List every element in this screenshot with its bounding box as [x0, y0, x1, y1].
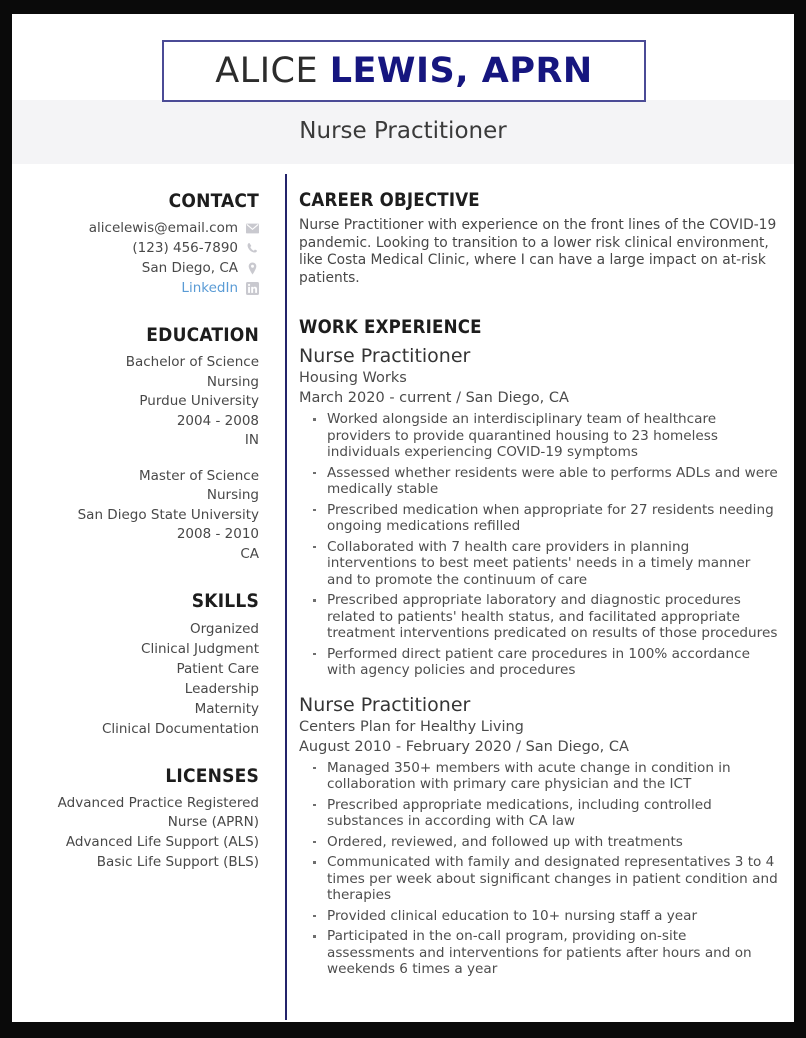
education-years: 2008 - 2010 — [176, 526, 259, 542]
section-career-objective — [299, 190, 778, 287]
job-bullet: Communicated with family and designated representatives 3 to 4 times per week about significant changes in patient condition and therapies — [299, 854, 778, 904]
name-box — [162, 40, 646, 102]
job-bullet: Assessed whether residents were able to performs ADLs and were medically stable — [299, 465, 778, 498]
first-name: ALICE — [215, 50, 330, 91]
job-bullet: Prescribed medication when appropriate for 27 residents needing ongoing medications refilled — [299, 502, 778, 535]
job-bullet: Collaborated with 7 health care providers in planning interventions to best meet patients' needs in a timely manner and to promote the continuum of care — [299, 539, 778, 589]
education-degree: Master of Science — [138, 467, 259, 484]
section-contact — [18, 190, 259, 298]
career-objective-heading: CAREER OBJECTIVE — [299, 190, 480, 211]
job-bullet-list — [299, 760, 778, 978]
contact-item-linkedin[interactable] — [18, 279, 259, 298]
job-company: Housing Works — [299, 370, 407, 386]
section-skills — [18, 590, 259, 739]
education-school: San Diego State University — [77, 506, 259, 523]
section-education — [18, 324, 259, 564]
skill-item: Leadership — [184, 681, 259, 697]
job-bullet: Prescribed appropriate laboratory and diagnostic procedures related to patients' health status, and facilitated appropriate treatment interventions predicated on results of those procedures — [299, 592, 778, 642]
license-item: Advanced Life Support (ALS) — [65, 834, 259, 850]
contact-linkedin-text: LinkedIn — [181, 280, 238, 296]
envelope-icon — [246, 222, 259, 235]
education-school: Purdue University — [139, 393, 259, 409]
sidebar-column — [12, 166, 273, 1022]
job-dates-location: August 2010 - February 2020 / San Diego, CA — [299, 738, 629, 755]
job-title: Nurse Practitioner — [299, 693, 471, 716]
work-entry — [299, 693, 778, 978]
job-bullet: Worked alongside an interdisciplinary team of healthcare providers to provide quarantined housing to 23 homeless individuals experiencing COVID-19 symptoms — [299, 411, 778, 461]
resume-body — [12, 166, 794, 1022]
license-item: Basic Life Support (BLS) — [96, 854, 259, 870]
work-entry — [299, 344, 778, 679]
column-divider — [285, 174, 287, 1020]
job-bullet: Ordered, reviewed, and followed up with treatments — [299, 834, 778, 851]
job-bullet-list — [299, 411, 778, 679]
education-field: Nursing — [206, 487, 259, 503]
main-column — [273, 166, 794, 1022]
license-item: Advanced Practice Registered Nurse (APRN) — [57, 795, 259, 830]
education-state: IN — [244, 432, 259, 448]
education-state: CA — [240, 545, 259, 562]
job-title: Nurse Practitioner — [299, 345, 471, 367]
job-bullet: Participated in the on-call program, providing on-site assessments and interventions for patients after hours and on weekends 6 times a year — [299, 928, 778, 978]
skill-item: Organized — [189, 621, 259, 637]
skill-item: Maternity — [194, 701, 259, 717]
education-entry — [18, 467, 259, 565]
job-dates-location: March 2020 - current / San Diego, CA — [299, 390, 569, 406]
job-bullet: Managed 350+ members with acute change in condition in collaboration with primary care physician and the ICT — [299, 760, 778, 793]
contact-location-text: San Diego, CA — [141, 260, 238, 276]
job-company: Centers Plan for Healthy Living — [299, 718, 524, 735]
education-degree: Bachelor of Science — [125, 354, 259, 370]
contact-item-phone[interactable] — [18, 239, 259, 258]
section-licenses — [18, 765, 259, 872]
linkedin-icon — [246, 282, 259, 295]
job-subtitle: Nurse Practitioner — [299, 118, 507, 144]
skills-heading: SKILLS — [191, 590, 259, 612]
licenses-heading: LICENSES — [165, 765, 259, 787]
skill-item: Clinical Judgment — [141, 641, 259, 657]
location-pin-icon — [246, 262, 259, 275]
skill-item: Patient Care — [176, 661, 259, 677]
job-bullet: Provided clinical education to 10+ nursing staff a year — [299, 908, 778, 925]
education-years: 2004 - 2008 — [176, 412, 259, 429]
phone-icon — [246, 242, 259, 255]
job-bullet: Performed direct patient care procedures in 100% accordance with agency policies and procedures — [299, 646, 778, 679]
last-name-credentials: LEWIS, APRN — [329, 50, 593, 91]
career-objective-text: Nurse Practitioner with experience on the front lines of the COVID-19 pandemic. Looking to transition to a lower risk clinical environment, like Costa Medical Clinic, where I can have a large impact on at-risk patients. — [299, 217, 777, 286]
resume-sheet — [12, 14, 794, 1022]
contact-item-location[interactable] — [18, 259, 259, 278]
contact-item-email[interactable] — [18, 219, 259, 238]
section-work-experience — [299, 317, 778, 978]
education-field: Nursing — [206, 373, 259, 390]
full-name — [215, 50, 593, 91]
education-heading: EDUCATION — [146, 324, 259, 346]
contact-heading: CONTACT — [168, 190, 259, 212]
resume-header — [12, 14, 794, 166]
work-experience-heading: WORK EXPERIENCE — [299, 317, 482, 338]
skill-item: Clinical Documentation — [101, 721, 259, 737]
contact-email-text: alicelewis@email.com — [88, 220, 238, 236]
contact-phone-text: (123) 456-7890 — [132, 240, 238, 256]
job-bullet: Prescribed appropriate medications, including controlled substances in according with CA law — [299, 797, 778, 830]
education-entry — [18, 353, 259, 451]
